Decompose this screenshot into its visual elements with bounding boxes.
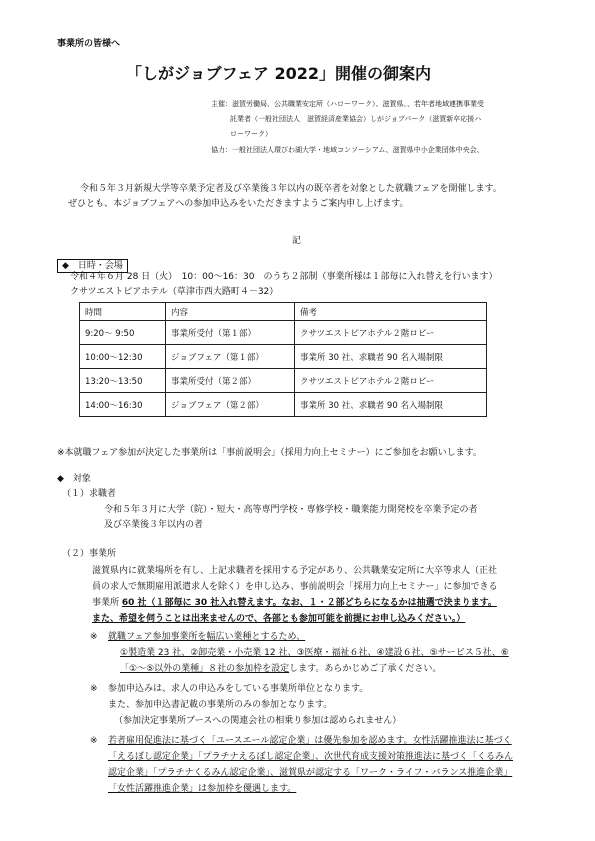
- industry-quota-list: ①製造業 23 社、②卸売業・小売業 12 社、③医療・福祉６社、④建設６社、⑤サービス５社、⑥: [120, 648, 509, 658]
- table-row: [80, 321, 487, 345]
- industry-note-text: 就職フェア参加事業所を幅広い業種とするため、: [108, 632, 306, 642]
- target-jobseekers-text: 及び卒業後３年以内の者: [104, 520, 204, 530]
- table-cell-note: クサツエストピアホテル２階ロビー: [295, 321, 487, 345]
- target-jobseekers-text: 令和５年３月に大学（院）・短大・高等専門学校・専修学校・職業能力開発校を卒業予定の者: [104, 505, 478, 515]
- event-venue: クサツエストピアホテル（草津市西大路町４－32）: [70, 287, 279, 297]
- target-jobseekers-label: （１）求職者: [62, 489, 117, 499]
- table-header-cell: 時間: [80, 303, 166, 321]
- table-cell-content: 事業所受付（第１部）: [166, 321, 295, 345]
- ki-label: 記: [292, 236, 302, 246]
- intro-line: ぜひとも、本ジョブフェアへの参加申込みをいただきますようご案内申し上げます。: [68, 199, 409, 209]
- target-employers-label: （２）事業所: [62, 549, 117, 559]
- quota-emphasis: 60 社（１部毎に 30 社入れ替えます。なお、１・２部どちらになるかは抽選で決まります。: [121, 598, 497, 608]
- table-cell-content: 事業所受付（第２部）: [166, 369, 295, 393]
- table-row: [80, 369, 487, 393]
- event-date: 令和４年６月 28 日（火） 10：00～16：30 のうち２部制（事業所様は１部毎に入れ替えを行います）: [70, 272, 498, 282]
- quota-prefix: 事業所: [92, 598, 122, 608]
- section-heading-label: ◆ 日時・会場: [57, 259, 128, 273]
- table-header-cell: 内容: [166, 303, 295, 321]
- application-note-text: 参加申込みは、求人の申込みをしている事業所単位となります。: [108, 684, 369, 694]
- table-cell-content: ジョブフェア（第１部）: [166, 345, 295, 369]
- table-header-row: [80, 303, 487, 321]
- industry-quota-list-end: [120, 663, 441, 675]
- application-note-text: また、参加申込書記載の事業所のみの参加となります。: [108, 700, 333, 710]
- priority-note-text: 「えるぼし認定企業」「プラチナえるぼし認定企業」、次世代育成支援対策推進法に基づく「くるみん: [108, 752, 514, 762]
- application-note-text: （参加決定事業所ブースへの関連会社の相乗り参加は認められません）: [114, 716, 402, 726]
- table-row: [80, 345, 487, 369]
- priority-note-text: 若者雇用促進法に基づく「ユースエール認定企業」は優先参加を認めます。女性活躍推進法に基づく: [108, 736, 512, 746]
- industry-quota-closing: します。あらかじめご了承ください。: [289, 664, 442, 674]
- note-mark: ※: [90, 736, 98, 746]
- table-cell-note: クサツエストピアホテル２階ロビー: [295, 369, 487, 393]
- table-cell-content: ジョブフェア（第２部）: [166, 393, 295, 417]
- table-cell-time: 14:00～16:30: [80, 393, 166, 417]
- organizers-line: ローワーク）: [230, 130, 272, 138]
- seminar-note: ※本就職フェア参加が決定した事業所は「事前説明会」（採用力向上セミナー）にご参加をお願いします。: [57, 448, 482, 458]
- target-employers-quota: [92, 597, 497, 609]
- table-cell-note: 事業所 30 社、求職者 90 名入場制限: [295, 393, 487, 417]
- quota-emphasis-cont: また、希望を伺うことは出来ませんので、各部とも参加可能を前提にお申し込みください。）: [92, 614, 466, 624]
- priority-note-text: 認定企業」「プラチナくるみん認定企業」、滋賀県が認定する「ワーク・ライフ・バランス推進企業」: [108, 768, 513, 778]
- organizers-line: 主催：滋賀労働局、公共職業安定所（ハローワーク）、滋賀県、、若年者地域連携事業受: [211, 100, 484, 108]
- industry-quota-other: 「①～⑤以外の業種」８社の参加枠を設定: [120, 664, 290, 674]
- greeting: 事業所の皆様へ: [57, 39, 121, 49]
- intro-line: 令和５年３月新規大学等卒業予定者及び卒業後３年以内の既卒者を対象とした就職フェアを開催します。: [80, 184, 502, 194]
- schedule-table: [79, 302, 487, 417]
- table-cell-time: 9:20～ 9:50: [80, 321, 166, 345]
- note-mark: ※: [90, 632, 98, 642]
- priority-note-text: 「女性活躍推進企業」は参加枠を優遇します。: [108, 784, 297, 794]
- target-employers-text: 滋賀県内に就業場所を有し、上記求職者を採用する予定があり、公共職業安定所に大卒等求人（正社: [92, 566, 498, 576]
- page-title: 「しがジョブフェア 2022」開催の御案内: [126, 64, 431, 83]
- table-cell-note: 事業所 30 社、求職者 90 名入場制限: [295, 345, 487, 369]
- table-row: [80, 393, 487, 417]
- section-heading-label: ◆ 対象: [57, 474, 91, 484]
- table-header-cell: 備考: [295, 303, 487, 321]
- table-cell-time: 13:20～13:50: [80, 369, 166, 393]
- target-employers-text: 員の求人で無期雇用派遣求人を除く）を申し込み、事前説明会「採用力向上セミナー」に参加できる: [92, 582, 498, 592]
- section-heading-datetime: [57, 253, 128, 273]
- section-heading-target: [57, 466, 91, 485]
- table-cell-time: 10:00～12:30: [80, 345, 166, 369]
- note-mark: ※: [90, 684, 98, 694]
- organizers-line: 託業者（一般社団法人 滋賀経済産業協会）しがジョブパーク（滋賀新卒応援ハ: [230, 115, 482, 123]
- cooperation-line: 協力：一般社団法人環びわ湖大学・地域コンソーシアム、滋賀県中小企業団体中央会、: [211, 146, 484, 154]
